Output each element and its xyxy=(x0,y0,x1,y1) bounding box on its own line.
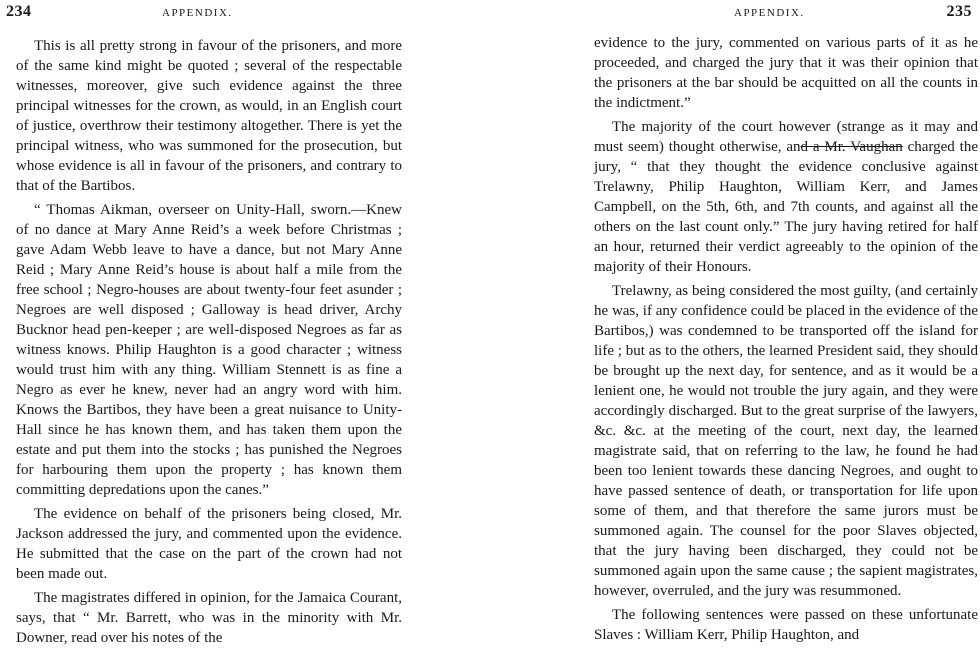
running-head xyxy=(412,3,980,23)
body-text xyxy=(16,36,402,652)
paragraph-text: charged the jury, “ that they thought the evidence conclusive against Trelawny, Philip Haughton, William Kerr, and James Campbell, on the 5th, 6th, and 7th counts, and against all the others on the last count only.” The jury having retired for half an hour, returned their verdict agreeably to the opinion of the majority of their Honours. xyxy=(594,139,979,275)
running-head-title: APPENDIX. xyxy=(162,7,233,19)
paragraph-continuation: evidence to the jury, commented on various parts of it as he proceeded, and charged the jury that it was their opinion that the prisoners at the bar should be acquitted on all the counts in the indictment.” xyxy=(594,35,978,111)
page-number: 234 xyxy=(6,3,32,20)
running-head xyxy=(0,3,412,23)
right-page xyxy=(412,0,980,656)
page-number: 235 xyxy=(946,3,972,20)
struck-text: d a Mr. Vaughan xyxy=(800,139,903,155)
left-page xyxy=(0,0,412,656)
body-text xyxy=(594,33,978,649)
paragraph-quotation: “ Thomas Aikman, overseer on Unity-Hall, sworn.—Knew of no dance at Mary Anne Reid’s a week before Christmas ; gave Adam Webb leave to have a dance, but not Mary Anne Reid ; Mary Anne Reid’s house is about half a mile from the free school ; Negro-houses are about twenty-four feet asunder ; Negroes are well disposed ; Galloway is head driver, Archy Bucknor head pen-keeper ; are well-disposed Negroes as far as witness knows. Philip Haughton is a good character ; witness would trust him with any thing. William Stennett is as fine a Negro as ever he knew, never had an angry word with him. Knows the Bartibos, they have been a great nuisance to Unity-Hall since he has known them, and has taken them upon the estate and put them into the stocks ; has punished the Negroes for harbouring them upon the property ; has known them committing depredations upon the canes.” xyxy=(16,202,402,498)
paragraph: The magistrates differed in opinion, for the Jamaica Courant, says, that “ Mr. Barrett, who was in the minority with Mr. Downer, read over his notes of the xyxy=(16,590,402,646)
paragraph: The following sentences were passed on these unfortunate Slaves : William Kerr, Philip Haughton, and xyxy=(594,607,978,643)
paragraph: The evidence on behalf of the prisoners being closed, Mr. Jackson addressed the jury, and commented upon the evidence. He submitted that the case on the part of the crown had not been made out. xyxy=(16,506,402,582)
paragraph-with-strikethrough xyxy=(594,117,978,277)
running-head-title: APPENDIX. xyxy=(734,7,805,19)
paragraph: Trelawny, as being considered the most guilty, (and certainly he was, if any confidence could be placed in the evidence of the Bartibos,) was condemned to be transported off the island for life ; but as to the others, the learned President said, they should be brought up the next day, for sentence, and as it would be a lenient one, he would not trouble the jury again, and they were accordingly discharged. But to the great surprise of the lawyers, &c. &c. at the meeting of the court, next day, the learned magistrate said, that on referring to the law, he found he had been too lenient towards these dancing Negroes, and ought to have passed sentence of death, or transportation for life upon some of them, and that therefore the same jurors must be summoned again. The counsel for the poor Slaves objected, that the jury having been discharged, they could not be summoned again upon the same cause ; the sapient magistrates, however, overruled, and the jury was resummoned. xyxy=(594,283,978,599)
paragraph-text: The majority of the court however (strange as it may and must seem) thought otherwise, an xyxy=(594,119,978,155)
paragraph: This is all pretty strong in favour of the prisoners, and more of the same kind might be quoted ; several of the respectable witnesses, moreover, give such evidence against the three principal witnesses for the crown, as would, in an English court of justice, overthrow their testimony altogether. There is yet the principal witness, who was summoned for the prosecution, but whose evidence is all in favour of the prisoners, and contrary to that of the Bartibos. xyxy=(16,38,402,194)
